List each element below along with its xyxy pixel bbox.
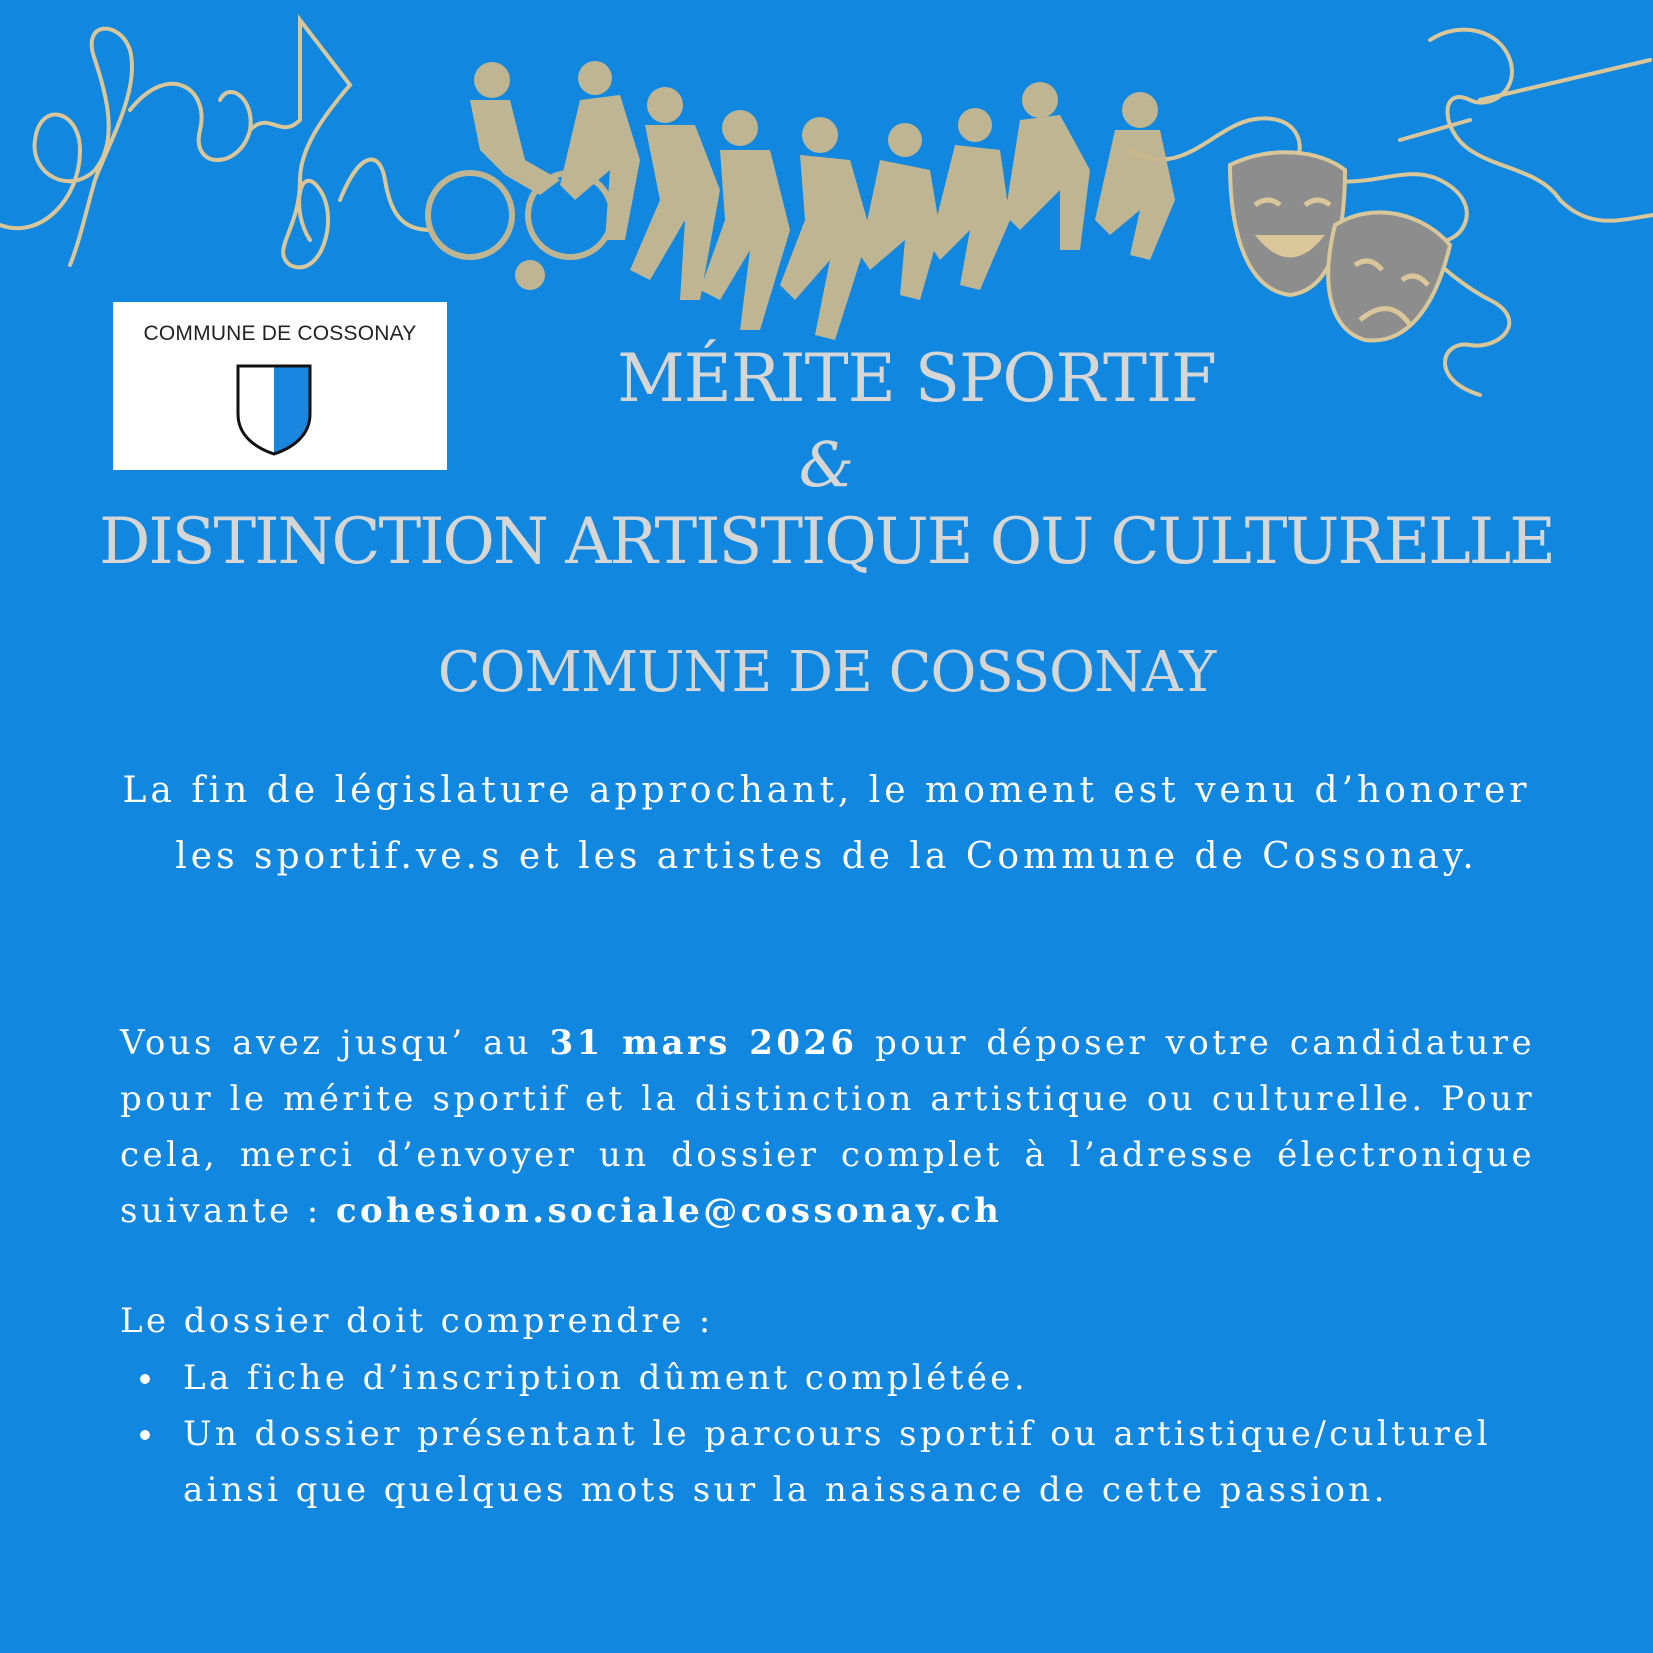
title-ampersand: & xyxy=(798,428,855,501)
treble-clef-icon xyxy=(0,29,132,265)
paintbrush-hand-icon xyxy=(1400,30,1653,221)
athletes-silhouettes xyxy=(428,61,1175,340)
deadline-paragraph xyxy=(120,1015,1535,1239)
deadline-date: 31 mars 2026 xyxy=(549,1023,858,1063)
list-item: Un dossier présentant le parcours sportif ou artistique/culturel ainsi que quelques mots sur la naissance de cette passion. xyxy=(120,1406,1535,1518)
title-commune: COMMUNE DE COSSONAY xyxy=(437,640,1216,705)
paragraph-part1: Vous avez jusqu’ au xyxy=(120,1023,550,1063)
title-distinction: DISTINCTION ARTISTIQUE OU CULTURELLE xyxy=(99,505,1554,579)
intro-text: La fin de législature approchant, le moment est venu d’honorer les sportif.ve.s et les artistes de la Commune de Cossonay. xyxy=(122,770,1531,877)
dossier-label: Le dossier doit comprendre : xyxy=(120,1301,714,1341)
theatre-masks-icon xyxy=(1230,152,1450,340)
music-notes-icon xyxy=(130,20,430,267)
dossier-list xyxy=(120,1350,1535,1518)
paragraph-part2: pour déposer votre candidature pour le mérite sportif et la distinction artistique ou culturelle. Pour cela, merci d’envoyer un dossier complet à l’adresse électronique suivante : xyxy=(120,1023,1535,1231)
contact-email: cohesion.sociale@cossonay.ch xyxy=(335,1191,1003,1231)
bicycle-icon xyxy=(428,173,512,257)
title-merite-sportif: MÉRITE SPORTIF xyxy=(617,340,1216,417)
logo-text: COMMUNE DE COSSONAY xyxy=(143,322,417,345)
list-item: La fiche d’inscription dûment complétée. xyxy=(120,1350,1535,1406)
